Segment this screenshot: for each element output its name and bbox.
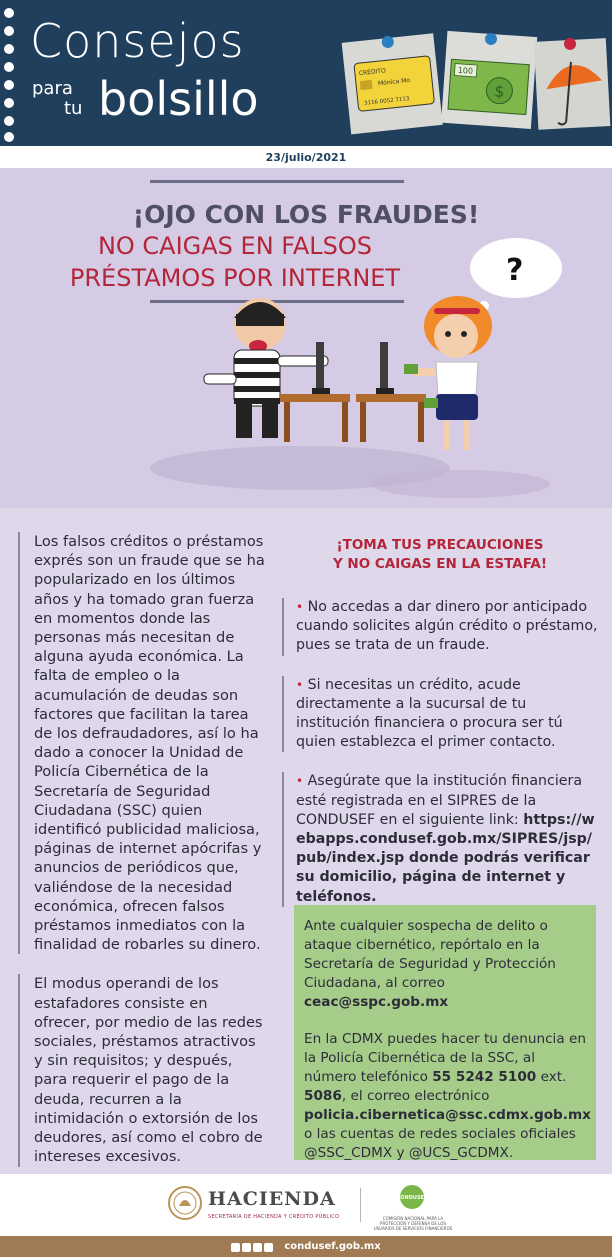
card-label: CRÉDITO [358,67,387,78]
svg-text:Mónica Mo: Mónica Mo [377,76,411,88]
modus-operandi-paragraph: El modus operandi de los estafadores consiste en ofrecer, por medio de las redes sociales, préstamos atractivos y sin requisitos; y después, para requerir el pago de la deuda, recurren a la intimidación o extorsión de los deudores, así como el cobro de intereses excesivos. [18,974,268,1166]
publication-date: 23/julio/2021 [265,151,347,164]
main-content [0,168,612,1174]
intro-paragraph: Los falsos créditos o préstamos exprés son un fraude que se ha popularizado en los últimos años y ha tomado gran fuerza en momentos donde las personas más necesitan de alguna ayuda económica. La falta de empleo o la acumulación de deudas son factores que facilitan la tarea de los defraudadores, así lo ha dado a conocer la Unidad de Policía Cibernética de la Secretaría de Seguridad Ciudadana (SSC) quien identificó publicidad maliciosa, páginas de internet apócrifas y anuncios de periódicos que, valiéndose de la necesidad económica, ofrecen falsos préstamos inmediatos con la finalidad de robarles su dinero. [18,532,268,954]
youtube-icon[interactable] [264,1243,273,1252]
header-title-consejos: Consejos [30,14,245,68]
report-box [294,905,596,1160]
top-divider [150,180,404,183]
header-title-bolsillo: bolsillo [98,72,259,126]
condusef-subtitle: COMISIÓN NACIONAL PARA LA PROTECCIÓN Y DEFENSA DE LOS USUARIOS DE SERVICIOS FINANCIEROS [373,1216,453,1231]
ceac-email-link[interactable]: ceac@sspc.gob.mx [304,994,449,1010]
mexico-seal-icon [168,1186,202,1220]
svg-text:100: 100 [457,65,474,76]
headline-warning: ¡OJO CON LOS FRAUDES! [132,200,480,229]
headline-subtitle: NO CAIGAS EN FALSOS PRÉSTAMOS POR INTERNET [69,232,401,292]
footer-divider [360,1188,361,1222]
precautions-title: ¡TOMA TUS PRECAUCIONES Y NO CAIGAS EN LA ESTAFA! [332,537,548,572]
woman-figure [404,296,492,450]
svg-text:CONDUSEF: CONDUSEF [396,1195,428,1201]
tip-2: • Si necesitas un crédito, acude directamente a la sucursal de tu institución financiera o procura ser tú quien establezca el primer contacto. [282,676,598,753]
instagram-icon[interactable] [253,1243,262,1252]
thief-figure [204,298,328,438]
date-bar [0,146,612,168]
header-title-tu: tu [64,98,83,119]
condusef-logo-icon [392,1184,432,1214]
sticky-notes-illustration [340,22,610,146]
website-link[interactable]: condusef.gob.mx [284,1241,381,1252]
left-column [18,532,268,1167]
header-banner [0,0,612,146]
cyber-police-email-link[interactable]: policia.cibernetica@ssc.cdmx.gob.mx [304,1107,591,1123]
tip-3: • Asegúrate que la institución financiera esté registrada en el SIPRES de la CONDUSEF en el siguiente link: https://webapps.condusef.gob.mx/SIPRES/jsp/pub/index.jsp donde podrás verificar su domicilio, página de internet y teléfonos. [282,772,598,906]
social-icons [231,1237,275,1256]
phone-number: 55 5242 5100 [432,1069,537,1085]
header-title-para: para [32,78,73,99]
twitter-icon[interactable] [242,1243,251,1252]
bottom-bar [0,1236,612,1257]
question-mark: ? [506,253,524,288]
bullet-icon: • [296,600,304,614]
phone-extension: 5086 [304,1088,342,1104]
hacienda-logo-text: HACIENDA [208,1188,336,1210]
tip-1: • No accedas a dar dinero por anticipado cuando solicites algún crédito o préstamo, pues se trata de un fraude. [282,598,598,656]
bullet-icon: • [296,774,304,789]
report-federal: Ante cualquier sospecha de delito o ataque cibernético, repórtalo en la Secretaría de Seguridad y Protección Ciudadana, al correo ceac@sspc.gob.mx [304,918,556,1010]
facebook-icon[interactable] [231,1243,240,1252]
footer [0,1174,612,1236]
report-cdmx: En la CDMX puedes hacer tu denuncia en la Policía Cibernética de la SSC, al número telefónico 55 5242 5100 ext. 5086, el correo electrónico policia.cibernetica@ssc.cdmx.gob.mx o las cuentas de redes sociales oficiales @SSC_CDMX y @UCS_GCDMX. [304,1031,591,1161]
svg-text:$: $ [493,81,506,102]
svg-text:3116 0052 7113: 3116 0052 7113 [363,96,410,107]
bullet-icon: • [296,677,304,692]
notebook-spiral [0,0,20,146]
sipres-link[interactable]: https://webapps.condusef.gob.mx/SIPRES/jsp/pub/index.jsp [296,811,595,867]
hacienda-subtitle: SECRETARÍA DE HACIENDA Y CRÉDITO PÚBLICO [208,1214,340,1220]
right-column [282,536,598,907]
